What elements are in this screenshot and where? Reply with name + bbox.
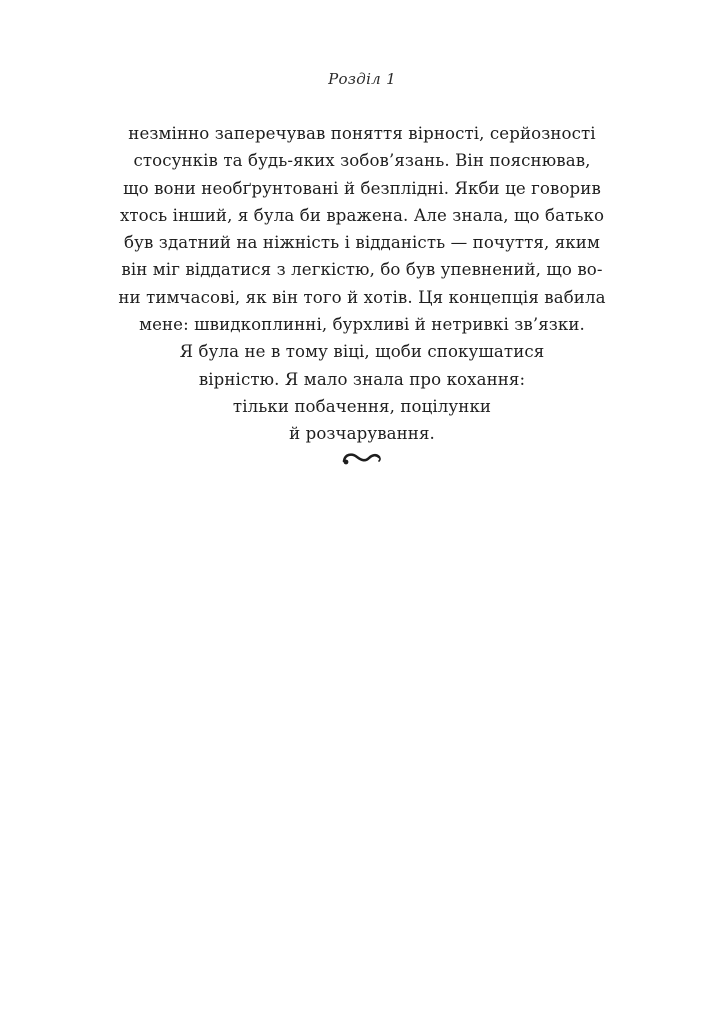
text-line: був здатний на ніжність і відданість — почуття, яким bbox=[124, 233, 600, 253]
text-line: хтось інший, я була би вражена. Але знала, що батько bbox=[119, 205, 605, 225]
text-line: мене: швидкоплинні, бурхливі й нетривкі зв’язки. bbox=[139, 315, 585, 335]
text-line: що вони необґрунтовані й безплідні. Якби це говорив bbox=[123, 178, 601, 198]
body-paragraph bbox=[90, 120, 634, 448]
text-line: стосунків та будь-яких зобов’язань. Він пояснював, bbox=[133, 151, 591, 171]
text-line: й розчарування. bbox=[289, 424, 435, 444]
text-line: вірністю. Я мало знала про кохання: bbox=[198, 369, 526, 389]
text-line: незмінно заперечував поняття вірності, серйозності bbox=[128, 124, 596, 143]
running-head: Розділ 1 bbox=[328, 70, 396, 88]
text-line: він міг віддатися з легкістю, бо був упевнений, що во- bbox=[121, 260, 603, 280]
text-line: ни тимчасові, як він того й хотів. Ця концепція вабила bbox=[118, 287, 606, 307]
text-line: Я була не в тому віці, щоби спокушатися bbox=[179, 342, 545, 362]
fleuron-tilde-icon bbox=[341, 448, 383, 468]
text-line: тільки побачення, поцілунки bbox=[232, 396, 492, 416]
